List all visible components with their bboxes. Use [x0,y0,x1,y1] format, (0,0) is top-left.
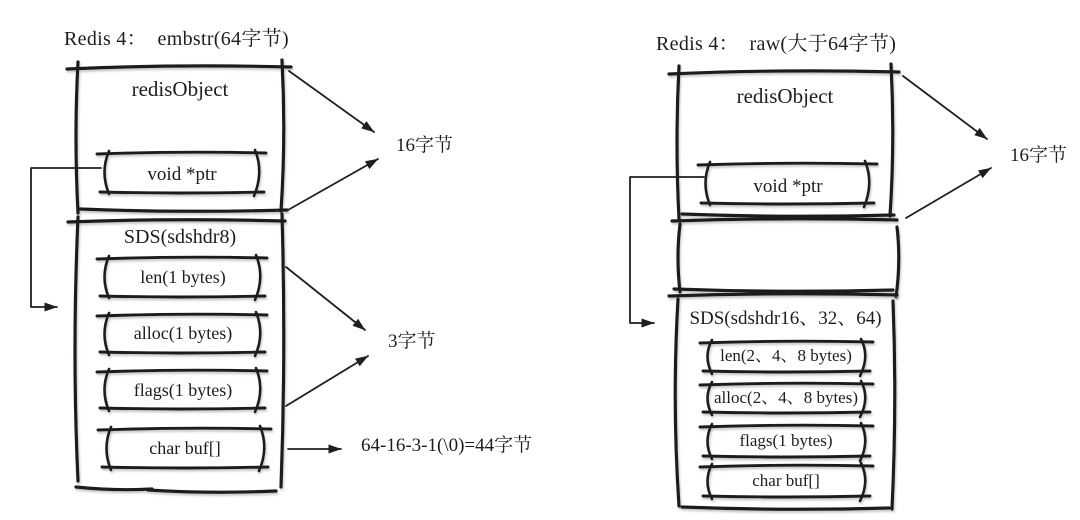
right-len-field-label: len(2、4、8 bytes) [720,346,852,365]
right-arrow-object-bottom [906,168,991,218]
right-empty-box [672,219,899,297]
right-flags-field-label: flags(1 bytes) [739,431,833,450]
right-diagram-title: Redis 4： raw(大于64字节) [656,33,897,55]
right-charbuf-field-label: char buf[] [752,471,820,490]
left-arrow-object-top [289,71,374,132]
right-alloc-field-label: alloc(2、4、8 bytes) [714,388,858,407]
left-header-size-annotation: 3字节 [388,331,436,352]
left-arrow-header-bottom [286,356,368,406]
left-object-size-annotation: 16字节 [396,135,454,156]
left-alloc-field-label: alloc(1 bytes) [133,323,233,343]
left-void-ptr-label: void *ptr [147,164,217,185]
left-arrow-object-bottom [288,159,378,210]
right-void-ptr-label: void *ptr [753,176,823,197]
right-redisobject-label: redisObject [736,84,834,108]
right-sds-label: SDS(sdshdr16、32、64) [689,308,882,329]
left-diagram-title: Redis 4： embstr(64字节) [64,28,289,50]
left-flags-field-label: flags(1 bytes) [133,380,233,400]
right-ptr-connector [630,177,704,323]
right-object-size-annotation: 16字节 [1010,145,1068,166]
left-redisobject-label: redisObject [131,77,229,101]
left-charbuf-field-label: char buf[] [149,438,221,458]
left-buf-size-annotation: 64-16-3-1(\0)=44字节 [361,435,533,456]
right-arrow-object-top [903,76,987,139]
left-sds-label: SDS(sdshdr8) [123,226,237,248]
left-arrow-header-top [286,267,365,330]
left-len-field-label: len(1 bytes) [140,267,226,287]
right-arrows [630,76,991,323]
